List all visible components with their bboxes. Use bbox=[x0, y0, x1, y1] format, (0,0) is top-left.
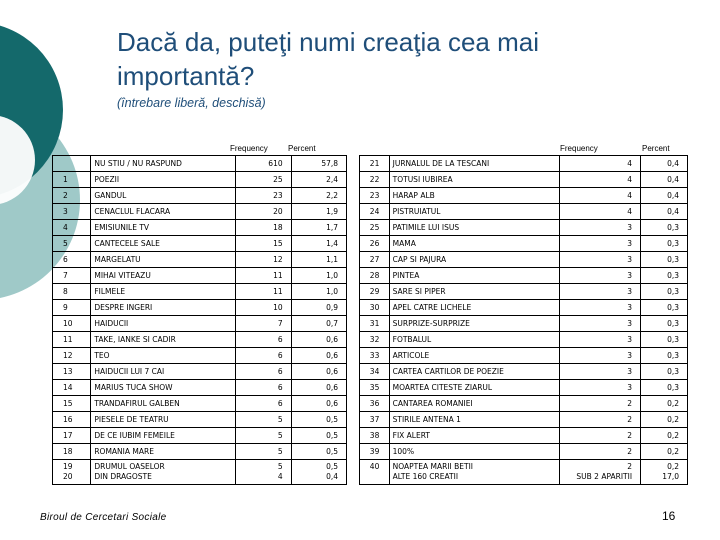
column-gap bbox=[347, 364, 360, 380]
table-body bbox=[53, 156, 688, 485]
item-frequency: 3 bbox=[560, 316, 641, 332]
table-row bbox=[53, 268, 688, 284]
column-gap bbox=[347, 380, 360, 396]
item-percent: 2,2 bbox=[291, 188, 346, 204]
item-frequency: 5 bbox=[236, 428, 291, 444]
item-name: APEL CATRE LICHELE bbox=[389, 300, 559, 316]
item-name: PINTEA bbox=[389, 268, 559, 284]
item-percent: 0,3 bbox=[641, 300, 688, 316]
item-name: MOARTEA CITESTE ZIARUL bbox=[389, 380, 559, 396]
item-frequency: 2 bbox=[560, 444, 641, 460]
item-name: CARTEA CARTILOR DE POEZIE bbox=[389, 364, 559, 380]
item-name: PISTRUIATUL bbox=[389, 204, 559, 220]
item-name: PATIMILE LUI ISUS bbox=[389, 220, 559, 236]
item-frequency: 4 bbox=[560, 204, 641, 220]
column-gap bbox=[347, 316, 360, 332]
row-index: 24 bbox=[359, 204, 389, 220]
row-index: 33 bbox=[359, 348, 389, 364]
table-row bbox=[53, 300, 688, 316]
row-index: 40 bbox=[359, 460, 389, 485]
item-frequency: 2 bbox=[560, 428, 641, 444]
row-index: 21 bbox=[359, 156, 389, 172]
item-name: MAMA bbox=[389, 236, 559, 252]
table-row bbox=[53, 204, 688, 220]
item-percent-line-1: 0,5 bbox=[326, 462, 339, 471]
table-row bbox=[53, 188, 688, 204]
table-row bbox=[53, 156, 688, 172]
item-name: MARGELATU bbox=[91, 252, 236, 268]
column-gap bbox=[347, 412, 360, 428]
item-name: ARTICOLE bbox=[389, 348, 559, 364]
item-frequency-line-1: 5 bbox=[277, 462, 283, 471]
row-index: 9 bbox=[53, 300, 91, 316]
item-frequency: 6 bbox=[236, 380, 291, 396]
row-index: 3 bbox=[53, 204, 91, 220]
table-row bbox=[53, 380, 688, 396]
item-name: TAKE, IANKE SI CADIR bbox=[91, 332, 236, 348]
row-index: 38 bbox=[359, 428, 389, 444]
item-name: FOTBALUL bbox=[389, 332, 559, 348]
item-name: CENACLUL FLACARA bbox=[91, 204, 236, 220]
item-frequency: 6 bbox=[236, 396, 291, 412]
item-name: POEZII bbox=[91, 172, 236, 188]
column-gap bbox=[347, 332, 360, 348]
item-name: DESPRE INGERI bbox=[91, 300, 236, 316]
row-index: 36 bbox=[359, 396, 389, 412]
item-frequency: 3 bbox=[560, 348, 641, 364]
item-percent: 0,3 bbox=[641, 252, 688, 268]
item-percent: 0,4 bbox=[641, 172, 688, 188]
item-percent: 1,0 bbox=[291, 268, 346, 284]
item-frequency: 2 bbox=[560, 396, 641, 412]
item-name: STIRILE ANTENA 1 bbox=[389, 412, 559, 428]
item-frequency: 610 bbox=[236, 156, 291, 172]
left-percent-header: Percent bbox=[288, 144, 316, 153]
table-row bbox=[53, 444, 688, 460]
item-frequency: 3 bbox=[560, 252, 641, 268]
item-percent: 1,7 bbox=[291, 220, 346, 236]
row-index: 29 bbox=[359, 284, 389, 300]
item-percent: 0,3 bbox=[641, 332, 688, 348]
row-index: 5 bbox=[53, 236, 91, 252]
item-percent: 0,2 bbox=[641, 412, 688, 428]
item-percent: 0,5 bbox=[291, 428, 346, 444]
item-name: FILMELE bbox=[91, 284, 236, 300]
right-frequency-header: Frequency bbox=[560, 144, 598, 153]
item-frequency: 3 bbox=[560, 268, 641, 284]
row-index bbox=[53, 460, 91, 485]
slide-subtitle: (întrebare liberă, deschisă) bbox=[117, 96, 266, 110]
row-index: 8 bbox=[53, 284, 91, 300]
row-index: 28 bbox=[359, 268, 389, 284]
row-index: 12 bbox=[53, 348, 91, 364]
row-index: 2 bbox=[53, 188, 91, 204]
row-index: 30 bbox=[359, 300, 389, 316]
row-index: 13 bbox=[53, 364, 91, 380]
item-frequency-line-2: 4 bbox=[277, 472, 283, 481]
item-frequency: 20 bbox=[236, 204, 291, 220]
item-percent: 0,2 bbox=[641, 396, 688, 412]
item-percent-line-2: 17,0 bbox=[662, 472, 679, 481]
row-index-line-1: 19 bbox=[63, 462, 73, 471]
column-gap bbox=[347, 348, 360, 364]
item-name-line-2: DIN DRAGOSTE bbox=[94, 472, 152, 481]
row-index: 17 bbox=[53, 428, 91, 444]
item-name bbox=[91, 460, 236, 485]
left-frequency-header: Frequency bbox=[230, 144, 268, 153]
right-percent-header: Percent bbox=[642, 144, 670, 153]
item-name: MIHAI VITEAZU bbox=[91, 268, 236, 284]
row-index: 10 bbox=[53, 316, 91, 332]
item-percent bbox=[641, 460, 688, 485]
table-row bbox=[53, 348, 688, 364]
row-index-line-2: 20 bbox=[63, 472, 73, 481]
table-row bbox=[53, 220, 688, 236]
item-name-line-1: DRUMUL OASELOR bbox=[94, 462, 165, 471]
item-frequency: 3 bbox=[560, 284, 641, 300]
frequency-table bbox=[52, 155, 688, 485]
table-row bbox=[53, 172, 688, 188]
row-index: 4 bbox=[53, 220, 91, 236]
row-index: 25 bbox=[359, 220, 389, 236]
row-index: 27 bbox=[359, 252, 389, 268]
item-percent: 0,3 bbox=[641, 236, 688, 252]
item-frequency: 10 bbox=[236, 300, 291, 316]
column-gap bbox=[347, 284, 360, 300]
item-percent: 0,6 bbox=[291, 380, 346, 396]
column-gap bbox=[347, 236, 360, 252]
table-row bbox=[53, 236, 688, 252]
item-frequency: 4 bbox=[560, 172, 641, 188]
item-percent: 0,9 bbox=[291, 300, 346, 316]
item-name: GANDUL bbox=[91, 188, 236, 204]
item-name-line-1: NOAPTEA MARII BETII bbox=[392, 462, 474, 471]
row-index: 22 bbox=[359, 172, 389, 188]
item-name: 100% bbox=[389, 444, 559, 460]
footer-organization: Biroul de Cercetari Sociale bbox=[40, 512, 167, 523]
item-name: HARAP ALB bbox=[389, 188, 559, 204]
item-percent: 1,0 bbox=[291, 284, 346, 300]
item-name: SARE SI PIPER bbox=[389, 284, 559, 300]
item-frequency: 11 bbox=[236, 284, 291, 300]
item-name: MARIUS TUCA SHOW bbox=[91, 380, 236, 396]
item-name: CANTAREA ROMANIEI bbox=[389, 396, 559, 412]
item-frequency: 3 bbox=[560, 220, 641, 236]
item-percent: 0,6 bbox=[291, 396, 346, 412]
item-percent: 1,1 bbox=[291, 252, 346, 268]
item-name: HAIDUCII bbox=[91, 316, 236, 332]
item-frequency bbox=[236, 460, 291, 485]
item-name: EMISIUNILE TV bbox=[91, 220, 236, 236]
item-percent-line-1: 0,2 bbox=[667, 462, 679, 471]
row-index: 39 bbox=[359, 444, 389, 460]
column-gap bbox=[347, 156, 360, 172]
row-index: 14 bbox=[53, 380, 91, 396]
item-frequency: 15 bbox=[236, 236, 291, 252]
item-frequency: 5 bbox=[236, 444, 291, 460]
table-row bbox=[53, 396, 688, 412]
item-percent-line-2: 0,4 bbox=[326, 472, 339, 481]
row-index: 31 bbox=[359, 316, 389, 332]
item-frequency: 4 bbox=[560, 156, 641, 172]
item-name: TOTUSI IUBIREA bbox=[389, 172, 559, 188]
row-index: 37 bbox=[359, 412, 389, 428]
item-name: TEO bbox=[91, 348, 236, 364]
item-frequency: 18 bbox=[236, 220, 291, 236]
item-name: PIESELE DE TEATRU bbox=[91, 412, 236, 428]
item-percent: 0,2 bbox=[641, 428, 688, 444]
item-frequency: 3 bbox=[560, 380, 641, 396]
item-percent: 1,4 bbox=[291, 236, 346, 252]
table-row bbox=[53, 316, 688, 332]
column-gap bbox=[347, 252, 360, 268]
item-percent: 0,3 bbox=[641, 380, 688, 396]
row-index: 34 bbox=[359, 364, 389, 380]
row-index: 1 bbox=[53, 172, 91, 188]
item-frequency: 6 bbox=[236, 364, 291, 380]
row-index: 23 bbox=[359, 188, 389, 204]
item-frequency: 4 bbox=[560, 188, 641, 204]
item-percent: 2,4 bbox=[291, 172, 346, 188]
item-name: CANTECELE SALE bbox=[91, 236, 236, 252]
column-gap bbox=[347, 204, 360, 220]
column-gap bbox=[347, 268, 360, 284]
item-percent: 0,4 bbox=[641, 204, 688, 220]
item-frequency: 3 bbox=[560, 364, 641, 380]
item-percent: 0,7 bbox=[291, 316, 346, 332]
item-frequency: 25 bbox=[236, 172, 291, 188]
item-percent: 0,3 bbox=[641, 220, 688, 236]
item-frequency: 6 bbox=[236, 332, 291, 348]
item-frequency: 5 bbox=[236, 412, 291, 428]
item-name: DE CE IUBIM FEMEILE bbox=[91, 428, 236, 444]
column-gap bbox=[347, 460, 360, 485]
row-index: 11 bbox=[53, 332, 91, 348]
item-percent: 0,3 bbox=[641, 316, 688, 332]
item-name: NU STIU / NU RASPUND bbox=[91, 156, 236, 172]
item-percent: 0,3 bbox=[641, 348, 688, 364]
item-percent: 0,4 bbox=[641, 188, 688, 204]
item-frequency: 7 bbox=[236, 316, 291, 332]
table-row bbox=[53, 412, 688, 428]
item-name: TRANDAFIRUL GALBEN bbox=[91, 396, 236, 412]
item-frequency-line-2: SUB 2 APARITII bbox=[576, 472, 633, 481]
item-percent: 0,3 bbox=[641, 268, 688, 284]
item-frequency: 23 bbox=[236, 188, 291, 204]
item-percent: 57,8 bbox=[291, 156, 346, 172]
page-number: 16 bbox=[662, 509, 676, 523]
row-index: 16 bbox=[53, 412, 91, 428]
row-index: 35 bbox=[359, 380, 389, 396]
item-percent: 0,6 bbox=[291, 364, 346, 380]
item-name: SURPRIZE-SURPRIZE bbox=[389, 316, 559, 332]
column-gap bbox=[347, 396, 360, 412]
column-gap bbox=[347, 428, 360, 444]
table-row bbox=[53, 428, 688, 444]
column-gap bbox=[347, 444, 360, 460]
item-percent: 0,6 bbox=[291, 348, 346, 364]
item-frequency: 3 bbox=[560, 300, 641, 316]
item-frequency: 3 bbox=[560, 332, 641, 348]
item-name: FIX ALERT bbox=[389, 428, 559, 444]
item-percent: 0,3 bbox=[641, 364, 688, 380]
item-name bbox=[389, 460, 559, 485]
table-row bbox=[53, 364, 688, 380]
item-percent bbox=[291, 460, 346, 485]
item-frequency: 12 bbox=[236, 252, 291, 268]
row-index: 6 bbox=[53, 252, 91, 268]
row-index: 7 bbox=[53, 268, 91, 284]
item-frequency: 6 bbox=[236, 348, 291, 364]
column-gap bbox=[347, 188, 360, 204]
row-index: 18 bbox=[53, 444, 91, 460]
item-percent: 0,4 bbox=[641, 156, 688, 172]
item-name: HAIDUCII LUI 7 CAI bbox=[91, 364, 236, 380]
table-row bbox=[53, 460, 688, 485]
column-gap bbox=[347, 300, 360, 316]
item-name: JURNALUL DE LA TESCANI bbox=[389, 156, 559, 172]
table-row bbox=[53, 284, 688, 300]
row-index: 15 bbox=[53, 396, 91, 412]
column-gap bbox=[347, 220, 360, 236]
item-percent: 0,3 bbox=[641, 284, 688, 300]
item-name: CAP SI PAJURA bbox=[389, 252, 559, 268]
row-index: 26 bbox=[359, 236, 389, 252]
slide-title: Dacă da, puteţi numi creaţia cea mai importantă? bbox=[117, 27, 539, 91]
table-row bbox=[53, 332, 688, 348]
item-frequency-line-1: 2 bbox=[627, 462, 633, 471]
row-index: 32 bbox=[359, 332, 389, 348]
item-percent: 0,5 bbox=[291, 444, 346, 460]
item-frequency bbox=[560, 460, 641, 485]
item-frequency: 11 bbox=[236, 268, 291, 284]
item-name: ROMANIA MARE bbox=[91, 444, 236, 460]
item-frequency: 3 bbox=[560, 236, 641, 252]
column-gap bbox=[347, 172, 360, 188]
table-row bbox=[53, 252, 688, 268]
row-index bbox=[53, 156, 91, 172]
item-percent: 0,6 bbox=[291, 332, 346, 348]
item-percent: 0,5 bbox=[291, 412, 346, 428]
item-percent: 0,2 bbox=[641, 444, 688, 460]
item-name-line-2: ALTE 160 CREATII bbox=[392, 472, 459, 481]
item-frequency: 2 bbox=[560, 412, 641, 428]
item-percent: 1,9 bbox=[291, 204, 346, 220]
